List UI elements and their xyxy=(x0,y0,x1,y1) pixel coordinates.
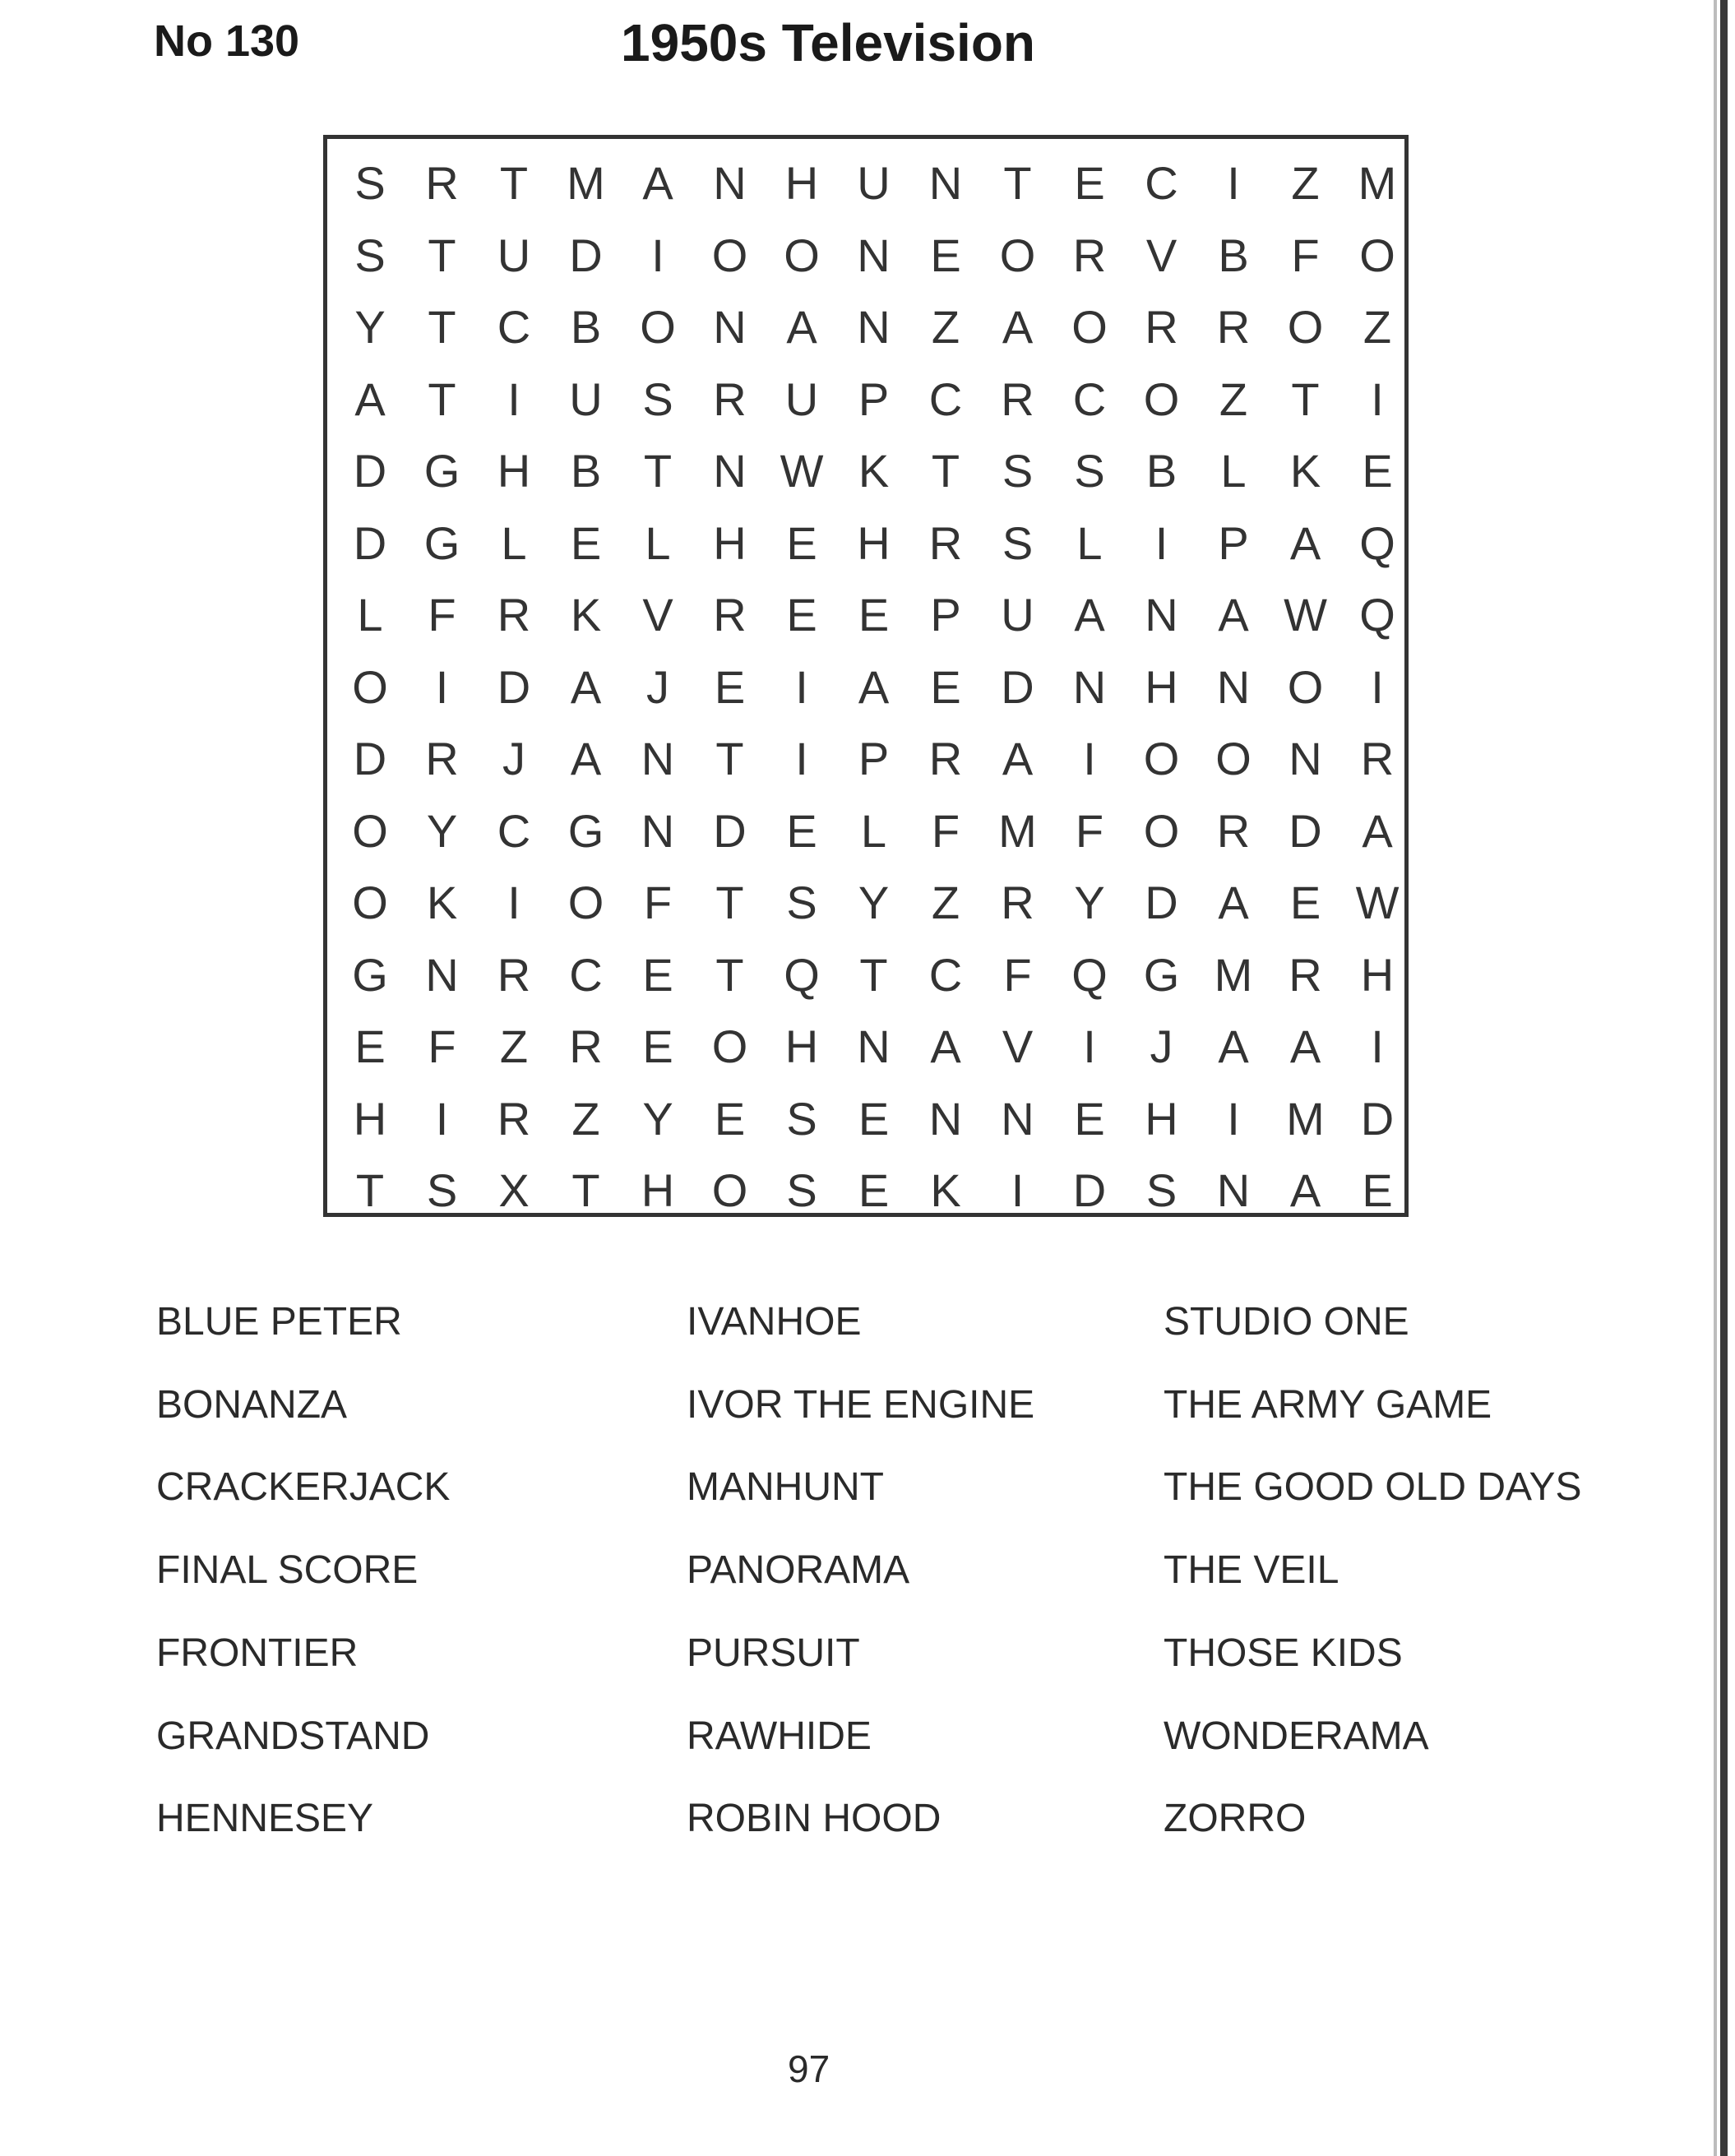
grid-letter: E xyxy=(714,660,746,713)
grid-letter: Z xyxy=(931,301,960,353)
grid-letter: Z xyxy=(1219,372,1248,425)
grid-letter: S xyxy=(642,372,673,425)
grid-letter: E xyxy=(858,1164,890,1216)
word-list-item: CRACKERJACK xyxy=(156,1465,451,1510)
grid-letter: B xyxy=(1145,445,1177,497)
grid-letter: T xyxy=(643,445,673,497)
grid-letter: O xyxy=(352,877,388,928)
grid-letter: N xyxy=(1145,589,1178,641)
grid-letter: I xyxy=(1154,516,1168,569)
grid-letter: S xyxy=(1002,445,1034,497)
grid-letter: E xyxy=(930,229,961,281)
grid-letter: N xyxy=(928,1092,963,1145)
grid-letter: R xyxy=(928,733,963,784)
grid-letter: T xyxy=(715,733,744,784)
grid-letter: E xyxy=(1362,445,1393,497)
word-list-item: THE GOOD OLD DAYS xyxy=(1164,1465,1582,1510)
grid-letter: N xyxy=(641,804,675,857)
grid-letter: A xyxy=(354,372,386,425)
grid-letter: A xyxy=(930,1020,961,1072)
grid-letter: J xyxy=(646,660,669,713)
grid-letter: D xyxy=(353,516,387,569)
grid-letter: I xyxy=(507,372,520,425)
grid-letter: E xyxy=(786,589,817,641)
grid-letter: P xyxy=(1218,516,1249,569)
grid-letter: H xyxy=(1145,660,1178,713)
grid-letter: C xyxy=(497,301,531,353)
grid-letter: E xyxy=(786,516,817,569)
grid-letter: R xyxy=(1001,372,1034,425)
grid-letter: E xyxy=(1074,1092,1105,1145)
grid-letter: N xyxy=(928,157,963,209)
grid-letter: Q xyxy=(1359,516,1395,569)
grid-letter: R xyxy=(497,1092,531,1145)
word-list-item: BLUE PETER xyxy=(156,1300,402,1344)
word-list-item: FINAL SCORE xyxy=(156,1548,419,1593)
grid-letter: S xyxy=(786,1164,817,1216)
grid-letter: R xyxy=(928,516,963,569)
grid-letter: R xyxy=(1289,948,1322,1001)
grid-letter: U xyxy=(1001,589,1034,641)
grid-letter: I xyxy=(1083,733,1096,784)
grid-letter: H xyxy=(1145,1092,1178,1145)
grid-letter: V xyxy=(1002,1020,1034,1072)
grid-letter: A xyxy=(570,733,602,784)
grid-letter: A xyxy=(786,301,817,353)
word-list-item: THE VEIL xyxy=(1164,1548,1339,1593)
page-edge-shadow xyxy=(1714,0,1717,2156)
word-list-item: IVANHOE xyxy=(687,1300,862,1344)
grid-letter: C xyxy=(497,804,531,857)
grid-letter: H xyxy=(784,157,819,209)
grid-letter: T xyxy=(571,1164,600,1216)
grid-letter: J xyxy=(502,733,525,784)
grid-letter: I xyxy=(1371,1020,1384,1072)
grid-letter: O xyxy=(567,877,604,928)
grid-letter: T xyxy=(428,301,456,353)
grid-letter: L xyxy=(645,516,671,569)
grid-letter: R xyxy=(497,948,531,1001)
grid-letter: N xyxy=(713,157,747,209)
page-number: 97 xyxy=(788,2047,830,2090)
grid-letter: O xyxy=(640,301,676,353)
grid-letter: O xyxy=(1143,733,1180,784)
grid-letter: U xyxy=(497,229,531,281)
grid-letter: D xyxy=(1072,1164,1107,1216)
grid-letter: R xyxy=(1145,301,1178,353)
grid-letter: Q xyxy=(784,948,820,1001)
grid-letter: I xyxy=(435,1092,449,1145)
grid-letter: Y xyxy=(858,877,890,928)
grid-letter: E xyxy=(1362,1164,1393,1216)
grid-letter: D xyxy=(1145,877,1178,928)
grid-letter: O xyxy=(1071,301,1108,353)
grid-letter: Y xyxy=(354,301,386,353)
grid-letter: A xyxy=(1289,1164,1321,1216)
grid-letter: H xyxy=(353,1092,387,1145)
grid-letter: O xyxy=(1143,804,1180,857)
grid-letter: A xyxy=(1002,733,1034,784)
grid-letter: U xyxy=(569,372,603,425)
grid-letter: V xyxy=(642,589,673,641)
grid-letter: Z xyxy=(1291,157,1320,209)
grid-letter: U xyxy=(857,157,891,209)
grid-letter: L xyxy=(1220,445,1247,497)
grid-letter: T xyxy=(428,372,456,425)
grid-letter: O xyxy=(711,229,748,281)
word-list-item: ZORRO xyxy=(1164,1797,1307,1841)
grid-letter: A xyxy=(1362,804,1393,857)
grid-letter: T xyxy=(1003,157,1032,209)
grid-letter: R xyxy=(569,1020,603,1072)
grid-letter: L xyxy=(501,516,527,569)
grid-letter: N xyxy=(857,301,891,353)
grid-letter: O xyxy=(352,804,388,857)
grid-letter: N xyxy=(857,229,891,281)
word-list-item: THE ARMY GAME xyxy=(1164,1382,1492,1427)
grid-letter: C xyxy=(1072,372,1107,425)
page-title: 1950s Television xyxy=(621,13,1035,72)
grid-letter: S xyxy=(786,877,817,928)
grid-letter: N xyxy=(425,948,459,1001)
word-list-item: PURSUIT xyxy=(687,1631,860,1675)
grid-letter: O xyxy=(711,1020,748,1072)
grid-letter: F xyxy=(931,804,960,857)
grid-letter: I xyxy=(651,229,664,281)
grid-letter: A xyxy=(1218,589,1249,641)
word-list-item: WONDERAMA xyxy=(1164,1714,1429,1758)
grid-letter: O xyxy=(711,1164,748,1216)
word-list-item: RAWHIDE xyxy=(687,1714,872,1758)
grid-letter: F xyxy=(1075,804,1104,857)
grid-letter: C xyxy=(928,372,963,425)
grid-letter: N xyxy=(1216,1164,1251,1216)
grid-letter: A xyxy=(1218,877,1249,928)
grid-letter: T xyxy=(859,948,888,1001)
grid-letter: D xyxy=(353,733,387,784)
grid-letter: K xyxy=(570,589,602,641)
grid-letter: E xyxy=(930,660,961,713)
grid-letter: T xyxy=(715,948,744,1001)
grid-letter: Z xyxy=(571,1092,600,1145)
grid-letter: N xyxy=(713,445,747,497)
grid-letter: U xyxy=(784,372,819,425)
grid-letter: D xyxy=(1289,804,1322,857)
word-list-item: ROBIN HOOD xyxy=(687,1797,942,1841)
grid-letter: O xyxy=(1143,372,1180,425)
grid-letter: Q xyxy=(1071,948,1108,1001)
grid-letter: E xyxy=(354,1020,386,1072)
grid-letter: W xyxy=(780,445,824,497)
grid-letter: L xyxy=(357,589,383,641)
grid-letter: X xyxy=(498,1164,530,1216)
word-list-item: STUDIO ONE xyxy=(1164,1300,1409,1344)
grid-letter: E xyxy=(858,589,890,641)
grid-letter: E xyxy=(642,1020,673,1072)
grid-letter: K xyxy=(858,445,890,497)
grid-letter: D xyxy=(1001,660,1034,713)
grid-letter: G xyxy=(352,948,388,1001)
grid-letter: E xyxy=(714,1092,746,1145)
grid-letter: I xyxy=(1227,1092,1240,1145)
grid-letter: Y xyxy=(642,1092,673,1145)
grid-letter: O xyxy=(1359,229,1395,281)
grid-letter: N xyxy=(1072,660,1107,713)
grid-letter: Y xyxy=(1074,877,1105,928)
word-list-item: THOSE KIDS xyxy=(1164,1631,1403,1675)
grid-letter: F xyxy=(428,589,456,641)
grid-letter: S xyxy=(1145,1164,1177,1216)
grid-letter: G xyxy=(567,804,604,857)
grid-letter: A xyxy=(1289,1020,1321,1072)
grid-letter: O xyxy=(999,229,1036,281)
grid-letter: K xyxy=(930,1164,961,1216)
grid-letter: O xyxy=(784,229,820,281)
grid-letter: N xyxy=(713,301,747,353)
grid-letter: H xyxy=(497,445,531,497)
grid-letter: S xyxy=(1002,516,1034,569)
grid-letter: I xyxy=(1083,1020,1096,1072)
word-list-item: HENNESEY xyxy=(156,1797,374,1841)
grid-letter: A xyxy=(858,660,890,713)
grid-letter: K xyxy=(1289,445,1321,497)
grid-letter: N xyxy=(1001,1092,1034,1145)
grid-letter: P xyxy=(930,589,961,641)
grid-letter: P xyxy=(858,372,890,425)
grid-letter: R xyxy=(1001,877,1034,928)
grid-letter: I xyxy=(1371,660,1384,713)
grid-letter: C xyxy=(569,948,603,1001)
grid-letter: H xyxy=(857,516,891,569)
grid-letter: M xyxy=(1286,1092,1325,1145)
grid-letter: H xyxy=(1360,948,1395,1001)
grid-letter: G xyxy=(1143,948,1180,1001)
grid-letter: G xyxy=(423,516,460,569)
grid-letter: E xyxy=(570,516,602,569)
grid-letter: P xyxy=(858,733,890,784)
grid-letter: R xyxy=(713,372,747,425)
grid-letter: F xyxy=(428,1020,456,1072)
grid-letter: T xyxy=(715,877,744,928)
grid-letter: T xyxy=(355,1164,385,1216)
grid-letter: M xyxy=(998,804,1037,857)
grid-letter: A xyxy=(1002,301,1034,353)
grid-letter: L xyxy=(1076,516,1103,569)
grid-letter: D xyxy=(1360,1092,1395,1145)
grid-letter: F xyxy=(643,877,673,928)
grid-letter: I xyxy=(507,877,520,928)
grid-letter: G xyxy=(423,445,460,497)
grid-letter: H xyxy=(641,1164,675,1216)
grid-letter: T xyxy=(931,445,960,497)
grid-letter: I xyxy=(795,733,808,784)
grid-letter: S xyxy=(1074,445,1105,497)
grid-letter: N xyxy=(641,733,675,784)
grid-letter: A xyxy=(570,660,602,713)
grid-letter: I xyxy=(1371,372,1384,425)
grid-letter: R xyxy=(1360,733,1395,784)
grid-letter: A xyxy=(642,157,673,209)
grid-letter: F xyxy=(1291,229,1320,281)
grid-letter: T xyxy=(1291,372,1320,425)
word-list-item: MANHUNT xyxy=(687,1465,884,1510)
word-list-item: BONANZA xyxy=(156,1382,348,1427)
grid-letter: O xyxy=(1215,733,1252,784)
grid-letter: S xyxy=(354,229,386,281)
grid-letter: H xyxy=(713,516,747,569)
grid-letter: I xyxy=(1227,157,1240,209)
grid-letter: B xyxy=(570,445,602,497)
grid-letter: O xyxy=(1287,301,1324,353)
grid-letter: C xyxy=(1145,157,1178,209)
grid-letter: N xyxy=(857,1020,891,1072)
grid-letter: M xyxy=(567,157,605,209)
grid-letter: C xyxy=(928,948,963,1001)
grid-letter: W xyxy=(1284,589,1327,641)
grid-letter: Z xyxy=(499,1020,529,1072)
grid-letter: M xyxy=(1358,157,1397,209)
grid-letter: O xyxy=(352,660,388,713)
grid-letter: Z xyxy=(931,877,960,928)
grid-letter: R xyxy=(425,157,459,209)
word-list-item: PANORAMA xyxy=(687,1548,910,1593)
word-list-item: IVOR THE ENGINE xyxy=(687,1382,1035,1427)
grid-letter: E xyxy=(786,804,817,857)
grid-letter: N xyxy=(1216,660,1251,713)
grid-letter: J xyxy=(1150,1020,1173,1072)
grid-letter: I xyxy=(1011,1164,1025,1216)
grid-letter: R xyxy=(497,589,531,641)
word-list-item: FRONTIER xyxy=(156,1631,359,1675)
grid-letter: D xyxy=(569,229,603,281)
grid-letter: W xyxy=(1355,877,1400,928)
grid-letter: S xyxy=(426,1164,458,1216)
grid-letter: S xyxy=(354,157,386,209)
grid-letter: D xyxy=(713,804,747,857)
grid-letter: R xyxy=(1216,301,1251,353)
grid-letter: R xyxy=(1072,229,1107,281)
grid-letter: Y xyxy=(426,804,458,857)
grid-letter: R xyxy=(425,733,459,784)
grid-letter: B xyxy=(1218,229,1249,281)
grid-letter: D xyxy=(353,445,387,497)
page-binding-edge xyxy=(1720,0,1728,2156)
grid-letter: R xyxy=(1216,804,1251,857)
grid-letter: L xyxy=(860,804,887,857)
grid-letter: E xyxy=(858,1092,890,1145)
grid-letter: T xyxy=(428,229,456,281)
grid-letter: S xyxy=(786,1092,817,1145)
grid-letter: M xyxy=(1214,948,1253,1001)
grid-letter: H xyxy=(784,1020,819,1072)
grid-letter: F xyxy=(1003,948,1032,1001)
grid-letter: Z xyxy=(1363,301,1392,353)
grid-letter: V xyxy=(1145,229,1177,281)
grid-letter: A xyxy=(1074,589,1105,641)
grid-letter: E xyxy=(1074,157,1105,209)
grid-letter: A xyxy=(1218,1020,1249,1072)
grid-letter: A xyxy=(1289,516,1321,569)
grid-letter: K xyxy=(426,877,458,928)
grid-letter: D xyxy=(497,660,531,713)
grid-letter: E xyxy=(642,948,673,1001)
grid-letter: N xyxy=(1289,733,1322,784)
grid-letter: O xyxy=(1287,660,1324,713)
grid-letter: I xyxy=(435,660,449,713)
grid-letter: E xyxy=(1289,877,1321,928)
grid-letter: I xyxy=(795,660,808,713)
grid-letter: Q xyxy=(1359,589,1395,641)
grid-letter: B xyxy=(570,301,602,353)
puzzle-number: No 130 xyxy=(154,16,300,66)
grid-letter: T xyxy=(499,157,529,209)
grid-letter: R xyxy=(713,589,747,641)
word-list-item: GRANDSTAND xyxy=(156,1714,430,1758)
